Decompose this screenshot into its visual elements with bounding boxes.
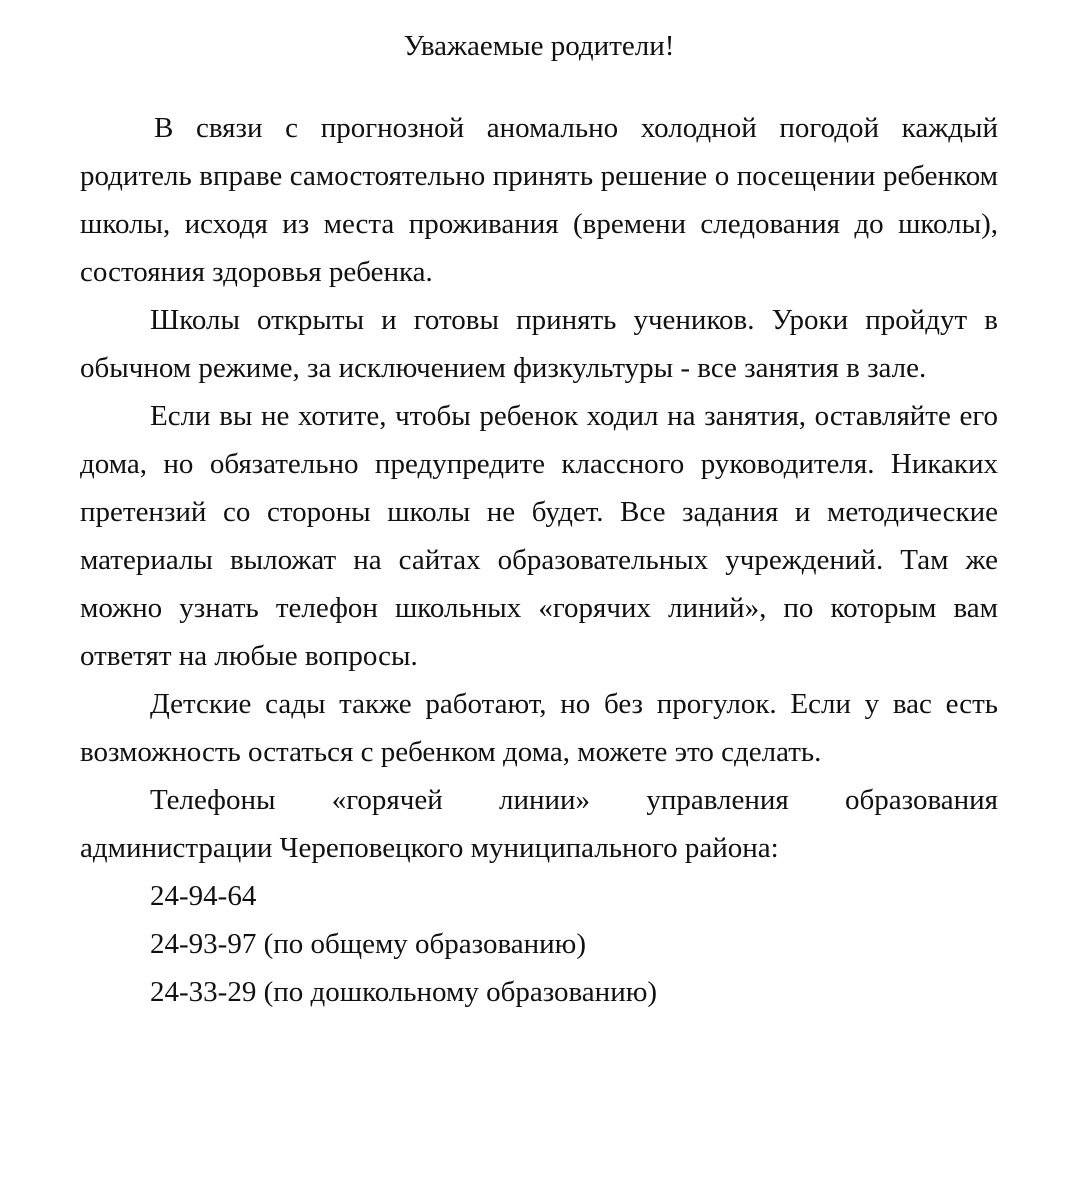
phone-number-general: 24-94-64 xyxy=(150,880,257,912)
paragraph-hotline-intro: Телефоны «горячей линии» управления образования администрации Череповецкого муниципального района: xyxy=(80,784,998,864)
paragraph-stay-home: Если вы не хотите, чтобы ребенок ходил на занятия, оставляйте его дома, но обязательно предупредите классного руководителя. Никаких претензий со стороны школы не будет. Все задания и методические материалы выложат на сайтах образовательных учреждений. Там же можно узнать телефон школьных «горячих линий», по которым вам ответят на любые вопросы. xyxy=(80,400,998,672)
document-page xyxy=(80,22,998,1016)
phone-number-preschool-education: 24-33-29 (по дошкольному образованию) xyxy=(150,976,658,1008)
document-title: Уважаемые родители! xyxy=(403,30,675,62)
phone-number-general-education: 24-93-97 (по общему образованию) xyxy=(150,928,587,960)
paragraph-schools-open: Школы открыты и готовы принять учеников. Уроки пройдут в обычном режиме, за исключением физкультуры - все занятия в зале. xyxy=(80,304,998,384)
paragraph-kindergartens: Детские сады также работают, но без прогулок. Если у вас есть возможность остаться с ребенком дома, можете это сделать. xyxy=(80,688,998,768)
paragraph-weather: В связи с прогнозной аномально холодной погодой каждый родитель вправе самостоятельно принять решение о посещении ребенком школы, исходя из места проживания (времени следования до школы), состояния здоровья ребенка. xyxy=(80,112,998,288)
